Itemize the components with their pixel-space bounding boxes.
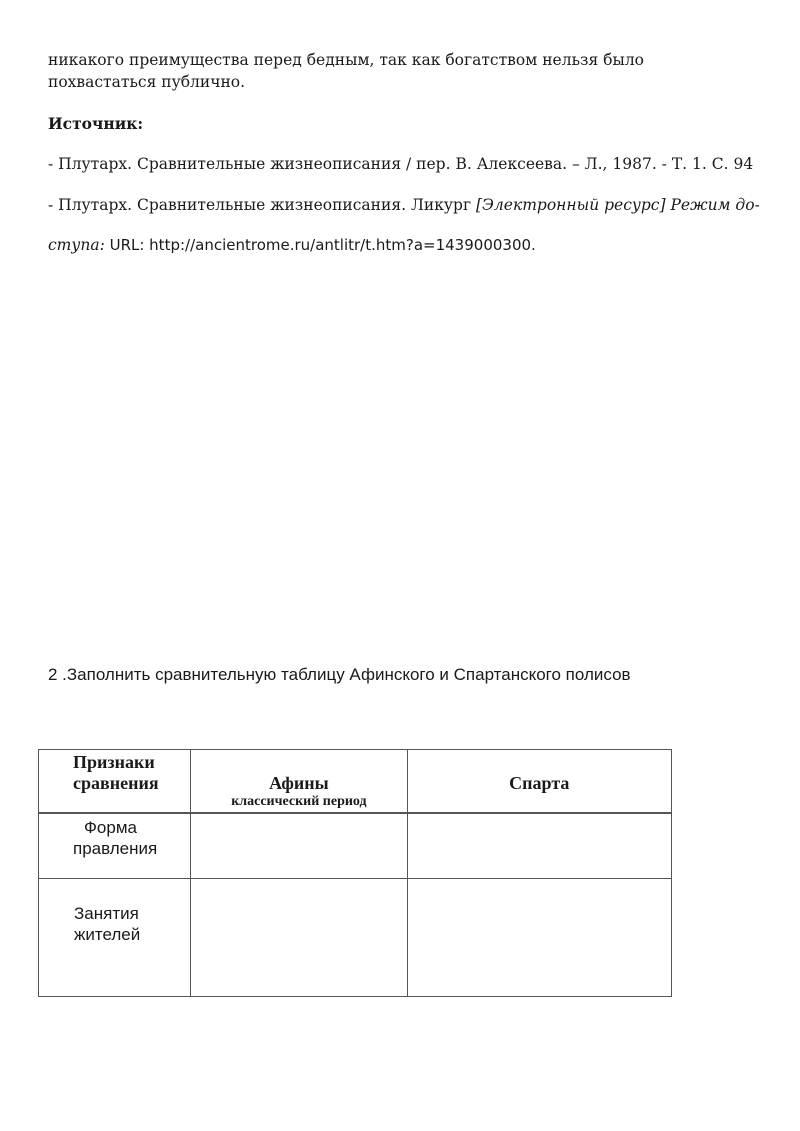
- row-label-line-2: жителей: [74, 925, 141, 944]
- source-item-1: - Плутарх. Сравнительные жизнеописания / пер. В. Алексеева. – Л., 1987. - Т. 1. С. 94: [48, 155, 754, 173]
- source-access-label: ступа:: [48, 236, 105, 254]
- source-item-2-text: - Плутарх. Сравнительные жизнеописания. Ликург: [48, 196, 476, 214]
- intro-line-2: похвастаться публично.: [48, 73, 246, 91]
- header-sparta: Спарта: [509, 773, 570, 793]
- table-header-row: [39, 750, 672, 814]
- source-url: URL: http://ancientrome.ru/antlitr/t.htm?a=1439000300.: [104, 236, 536, 254]
- header-criteria-line-1: Признаки: [73, 752, 155, 772]
- sources-heading: Источник:: [48, 114, 144, 133]
- intro-paragraph: [48, 49, 644, 93]
- header-athens: Афины: [269, 773, 329, 793]
- table-row: [39, 879, 672, 997]
- header-sparta-cell: [407, 750, 671, 814]
- athens-answer-cell[interactable]: [191, 879, 407, 997]
- source-item-2: [48, 194, 760, 216]
- row-label-cell: [39, 879, 191, 997]
- row-label-line-1: Форма: [84, 818, 137, 837]
- header-criteria-cell: [39, 750, 191, 814]
- source-item-2-continuation: [48, 234, 536, 256]
- sparta-answer-cell[interactable]: [407, 879, 671, 997]
- header-criteria-line-2: сравнения: [73, 773, 159, 793]
- intro-line-1: никакого преимущества перед бедным, так как богатством нельзя было: [48, 51, 645, 69]
- table-row: [39, 813, 672, 879]
- comparison-table: [38, 749, 672, 997]
- row-label-line-2: правления: [73, 839, 158, 858]
- task-title: 2 .Заполнить сравнительную таблицу Афинского и Спартанского полисов: [48, 665, 631, 684]
- athens-answer-cell[interactable]: [191, 813, 407, 879]
- row-label-cell: [39, 813, 191, 879]
- header-athens-cell: [191, 750, 407, 814]
- header-athens-subtitle: классический период: [231, 794, 367, 809]
- sparta-answer-cell[interactable]: [407, 813, 671, 879]
- row-label-line-1: Занятия: [74, 904, 139, 923]
- source-item-2-italic: [Электронный ресурс] Режим до-: [476, 196, 760, 214]
